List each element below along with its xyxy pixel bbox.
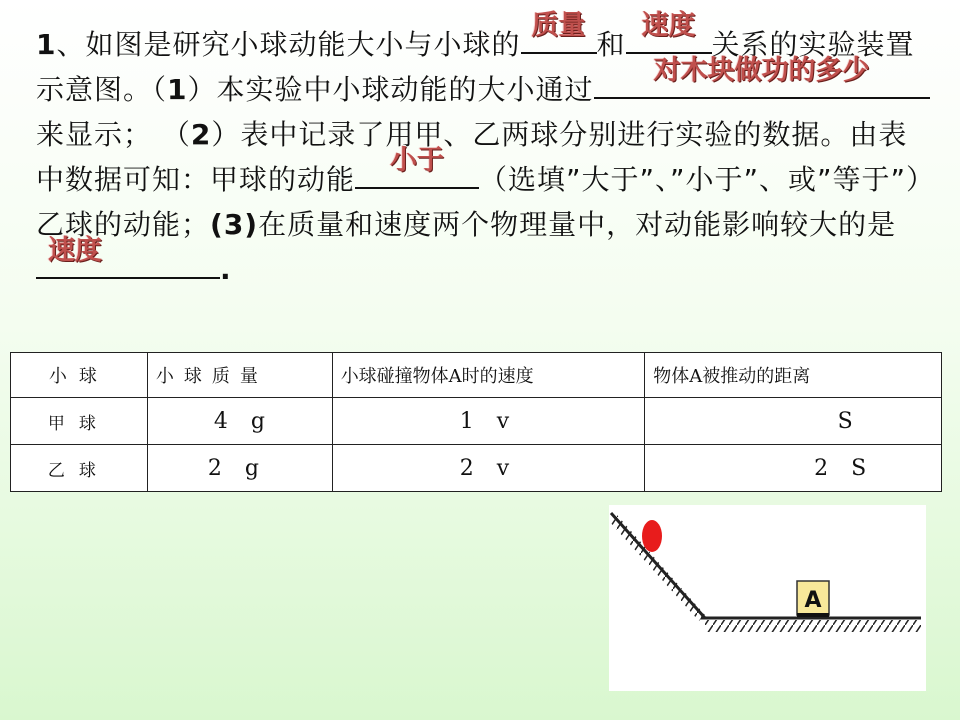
- table-row: [11, 445, 942, 492]
- answer-1: 质量: [531, 10, 586, 41]
- header-speed: 小球碰撞物体A时的速度: [332, 353, 645, 398]
- answer-5: 速度: [48, 235, 102, 266]
- sub-number-1: 1: [167, 73, 188, 106]
- answer-3: 对木块做功的多少: [653, 55, 870, 86]
- header-ball: 小球: [11, 353, 148, 398]
- cell-distance: S: [645, 398, 942, 445]
- table-row: [11, 398, 942, 445]
- question-text: [36, 10, 936, 292]
- experiment-figure: [609, 505, 926, 691]
- header-distance: 物体A被推动的距离: [645, 353, 942, 398]
- question-segment-2: 和: [596, 28, 626, 61]
- block-a-base: [797, 613, 829, 617]
- question-segment-1: 、如图是研究小球动能大小与小球的: [56, 28, 521, 61]
- ball: [642, 520, 662, 552]
- row-label: 乙球: [11, 445, 148, 492]
- cell-speed: 1 v: [332, 398, 645, 445]
- answer-blank-3: [594, 55, 930, 99]
- question-number: 1: [36, 28, 57, 61]
- answer-blank-1: [521, 10, 597, 54]
- question-segment-3: 关系的实验装置示意图。（: [36, 28, 915, 106]
- cell-speed: 2 v: [332, 445, 645, 492]
- row-label: 甲球: [11, 398, 148, 445]
- sub-number-3: (3): [210, 208, 259, 241]
- question-segment-5: 来显示； （: [36, 118, 191, 151]
- answer-blank-5: [36, 235, 220, 279]
- question-segment-6: ）表中记录了用甲、乙两球分别进行实验的数据。由表中数据可知：甲球的动能: [36, 118, 908, 196]
- ramp-diagram: [609, 505, 926, 691]
- floor-hatching: [705, 620, 921, 632]
- answer-2: 速度: [641, 10, 696, 41]
- data-table: [10, 352, 942, 492]
- cell-distance: 2 S: [645, 445, 942, 492]
- block-a-label: A: [804, 588, 822, 613]
- question-segment-4: ）本实验中小球动能的大小通过: [187, 73, 594, 106]
- cell-mass: 2 g: [147, 445, 332, 492]
- question-segment-7: （选填”大于”、”小于”、或”等于”）乙球的动能；: [36, 163, 936, 241]
- table-header-row: [11, 353, 942, 398]
- answer-blank-4: [355, 145, 479, 189]
- header-mass: 小球质量: [147, 353, 332, 398]
- question-segment-8: 在质量和速度两个物理量中，对动能影响较大的是: [258, 208, 897, 241]
- sub-number-2: 2: [190, 118, 212, 151]
- cell-mass: 4 g: [147, 398, 332, 445]
- question-end: .: [220, 253, 232, 286]
- answer-4: 小于: [390, 145, 445, 176]
